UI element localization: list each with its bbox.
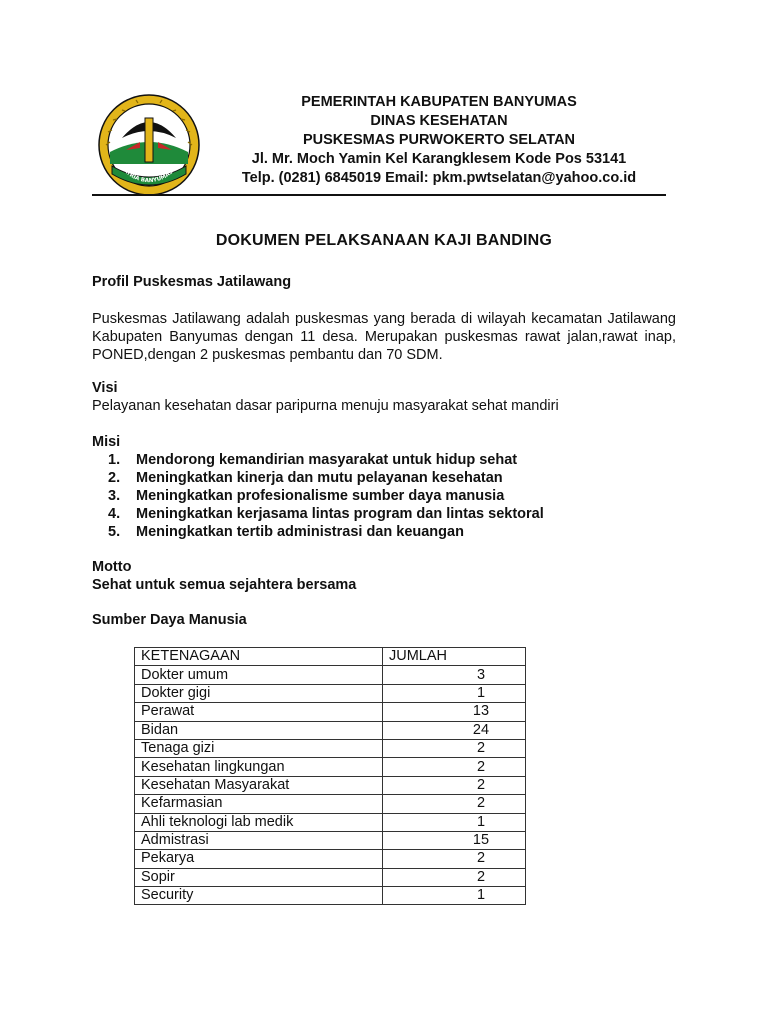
- sdm-table: [134, 647, 526, 905]
- table-cell-ketenagaan: Tenaga gizi: [135, 739, 383, 757]
- motto-heading: Motto: [92, 559, 132, 575]
- profile-paragraph: Puskesmas Jatilawang adalah puskesmas yang berada di wilayah kecamatan Jatilawang Kabupaten Banyumas dengan 11 desa. Merupakan puskesmas rawat jalan,rawat inap, PONED,dengan 2 puskesmas pembantu dan 70 SDM.: [92, 311, 676, 363]
- motto-text: Sehat untuk semua sejahtera bersama: [92, 577, 357, 593]
- list-item: [108, 451, 544, 469]
- table-row: [135, 813, 526, 831]
- table-row: [135, 831, 526, 849]
- misi-heading: Misi: [92, 434, 121, 450]
- table-cell-ketenagaan: Pekarya: [135, 850, 383, 868]
- list-text: Meningkatkan kerjasama lintas program dan lintas sektoral: [136, 506, 544, 522]
- table-cell-jumlah: 15: [383, 831, 526, 849]
- letterhead-line: DINAS KESEHATAN: [370, 113, 508, 129]
- table-cell-jumlah: 1: [383, 887, 526, 905]
- table-cell-jumlah: 2: [383, 850, 526, 868]
- table-row: [135, 758, 526, 776]
- list-item: [108, 487, 544, 505]
- table-cell-ketenagaan: Bidan: [135, 721, 383, 739]
- table-row: [135, 739, 526, 757]
- document-title: DOKUMEN PELAKSANAAN KAJI BANDING: [215, 232, 553, 249]
- list-number: 3.: [108, 488, 121, 504]
- table-cell-jumlah: 2: [383, 868, 526, 886]
- sdm-heading: Sumber Daya Manusia: [92, 612, 247, 628]
- list-text: Mendorong kemandirian masyarakat untuk hidup sehat: [136, 452, 518, 468]
- table-cell-ketenagaan: Security: [135, 887, 383, 905]
- letterhead-divider: [92, 194, 666, 196]
- table-row: [135, 887, 526, 905]
- table-cell-ketenagaan: Perawat: [135, 703, 383, 721]
- profile-heading: Profil Puskesmas Jatilawang: [92, 274, 292, 290]
- banyumas-regency-emblem-icon: [96, 92, 202, 198]
- table-cell-ketenagaan: Dokter umum: [135, 666, 383, 684]
- table-row: [135, 721, 526, 739]
- table-cell-jumlah: 2: [383, 776, 526, 794]
- table-cell-ketenagaan: Admistrasi: [135, 831, 383, 849]
- column-header-jumlah: JUMLAH: [383, 648, 526, 666]
- table-cell-jumlah: 2: [383, 795, 526, 813]
- table-row: [135, 703, 526, 721]
- table-cell-jumlah: 2: [383, 758, 526, 776]
- table-cell-ketenagaan: Dokter gigi: [135, 684, 383, 702]
- table-cell-jumlah: 1: [383, 813, 526, 831]
- table-row: [135, 666, 526, 684]
- table-row: [135, 868, 526, 886]
- visi-text: Pelayanan kesehatan dasar paripurna menuju masyarakat sehat mandiri: [92, 398, 559, 414]
- list-number: 4.: [108, 506, 121, 522]
- misi-list: [108, 451, 544, 541]
- table-cell-jumlah: 1: [383, 684, 526, 702]
- table-cell-ketenagaan: Kefarmasian: [135, 795, 383, 813]
- letterhead-line: PUSKESMAS PURWOKERTO SELATAN: [302, 132, 576, 148]
- table-row: [135, 795, 526, 813]
- table-cell-ketenagaan: Kesehatan Masyarakat: [135, 776, 383, 794]
- list-text: Meningkatkan tertib administrasi dan keuangan: [136, 524, 464, 540]
- list-number: 2.: [108, 470, 121, 486]
- table-cell-jumlah: 13: [383, 703, 526, 721]
- table-cell-ketenagaan: Sopir: [135, 868, 383, 886]
- table-cell-jumlah: 2: [383, 739, 526, 757]
- visi-heading: Visi: [92, 380, 118, 396]
- svg-text:SATRIA BANYUMAS: SATRIA BANYUMAS: [119, 164, 175, 185]
- letterhead-contact: Telp. (0281) 6845019 Email: pkm.pwtselatan@yahoo.co.id: [241, 170, 637, 186]
- table-cell-jumlah: 24: [383, 721, 526, 739]
- table-row: [135, 776, 526, 794]
- list-number: 1.: [108, 452, 121, 468]
- list-number: 5.: [108, 524, 121, 540]
- letterhead-line: PEMERINTAH KABUPATEN BANYUMAS: [301, 94, 577, 110]
- list-item: [108, 469, 544, 487]
- list-text: Meningkatkan profesionalisme sumber daya manusia: [136, 488, 505, 504]
- list-text: Meningkatkan kinerja dan mutu pelayanan kesehatan: [136, 470, 503, 486]
- letterhead: [220, 93, 658, 188]
- table-cell-ketenagaan: Kesehatan lingkungan: [135, 758, 383, 776]
- list-item: [108, 505, 544, 523]
- table-row: [135, 850, 526, 868]
- table-cell-jumlah: 3: [383, 666, 526, 684]
- table-row: [135, 684, 526, 702]
- letterhead-address: Jl. Mr. Moch Yamin Kel Karangklesem Kode Pos 53141: [251, 151, 627, 167]
- list-item: [108, 523, 544, 541]
- table-header-row: [135, 648, 526, 666]
- column-header-ketenagaan: KETENAGAAN: [135, 648, 383, 666]
- table-cell-ketenagaan: Ahli teknologi lab medik: [135, 813, 383, 831]
